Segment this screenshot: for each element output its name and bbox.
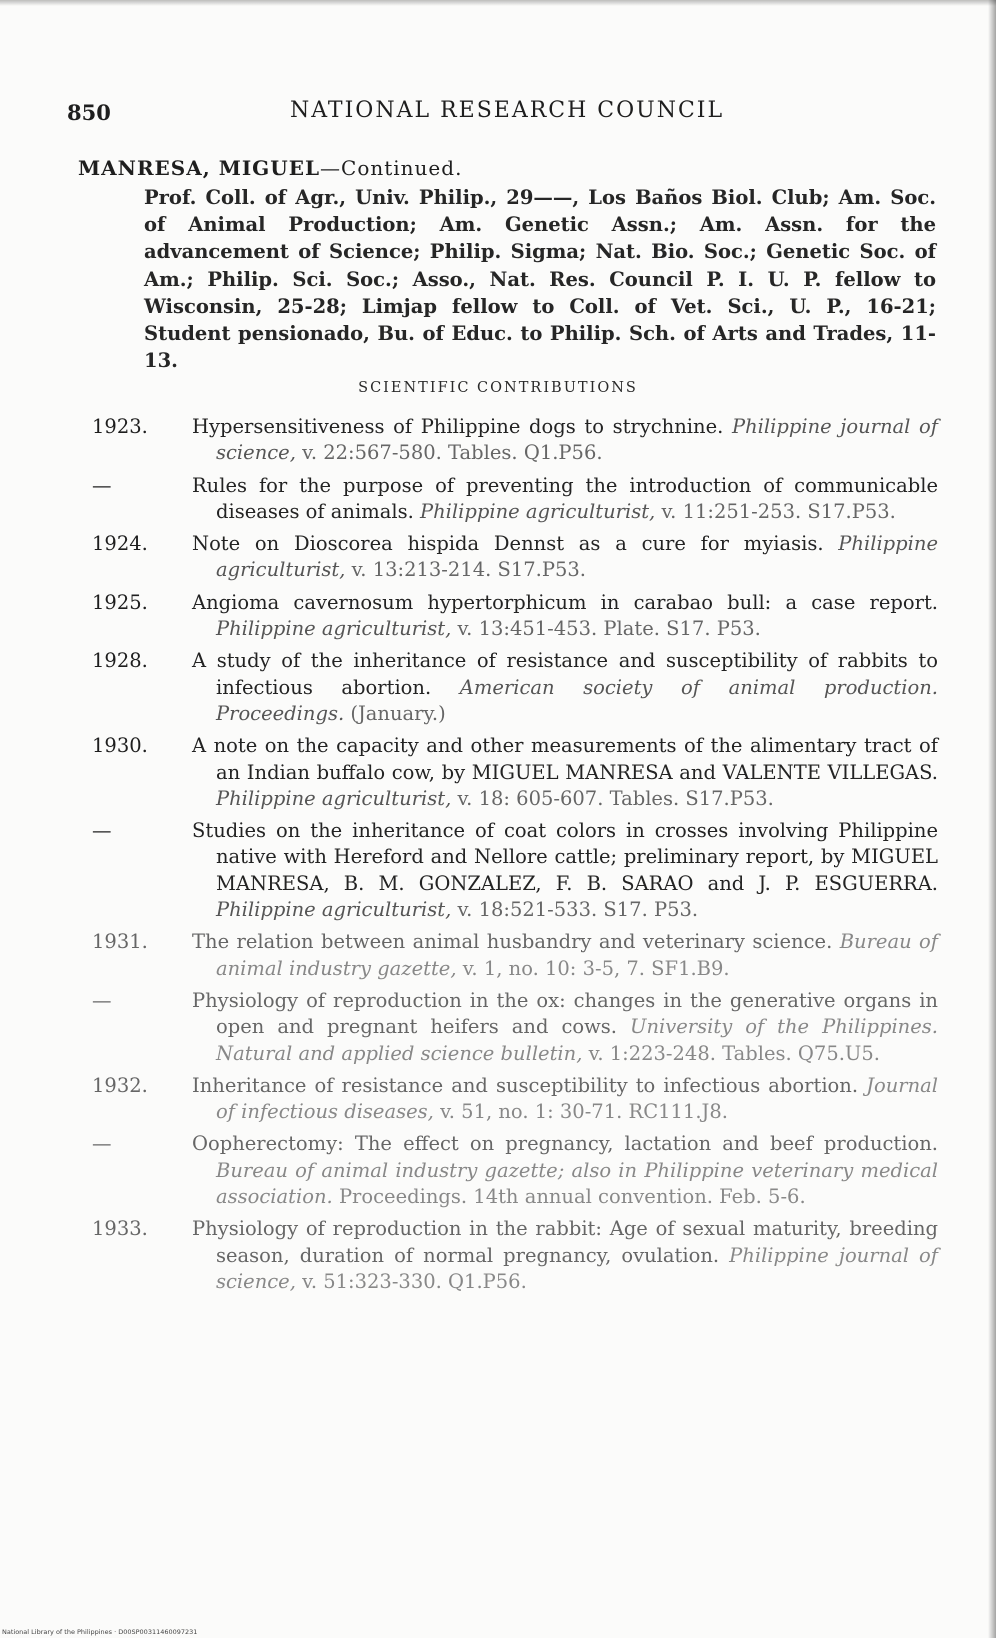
contribution-item <box>92 1131 938 1210</box>
contribution-ref: v. 1, no. 10: 3-5, 7. SF1.B9. <box>462 956 730 980</box>
contribution-journal: Philippine journal of science, <box>216 415 938 465</box>
contribution-year: — <box>92 473 112 497</box>
contribution-year: 1930. <box>92 734 148 758</box>
contribution-year: 1928. <box>92 649 148 673</box>
contribution-journal: American society of animal production. Proceedings. <box>216 675 938 725</box>
contribution-ref: (January.) <box>350 701 446 725</box>
contribution-item <box>92 414 938 467</box>
contribution-item <box>92 590 938 643</box>
contribution-title: A study of the inheritance of resistance and susceptibility of rabbits to infectious abortion. <box>192 649 938 699</box>
contribution-item <box>92 1073 938 1126</box>
contribution-title: Note on Dioscorea hispida Dennst as a cure for myiasis. <box>192 532 824 556</box>
contribution-title: A note on the capacity and other measurements of the alimentary tract of an Indian buffalo cow, by MIGUEL MANRESA and VALENTE VILLEGAS. <box>192 734 938 784</box>
contribution-title: Angioma cavernosum hypertorphicum in carabao bull: a case report. <box>192 590 938 614</box>
contribution-title: Studies on the inheritance of coat colors in crosses involving Philippine native with Hereford and Nellore cattle; preliminary report, by MIGUEL MANRESA, B. M. GONZALEZ, F. B. SARAO and J. P. ESGUERRA. <box>192 819 938 895</box>
contribution-title: Oopherectomy: The effect on pregnancy, lactation and beef production. <box>192 1132 938 1156</box>
contribution-title: The relation between animal husbandry and veterinary science. <box>192 930 833 954</box>
contribution-item <box>92 818 938 923</box>
running-head: NATIONAL RESEARCH COUNCIL <box>290 98 725 123</box>
contribution-item <box>92 648 938 727</box>
contribution-year: 1924. <box>92 532 148 556</box>
contribution-ref: v. 51, no. 1: 30-71. RC111.J8. <box>440 1100 728 1124</box>
contribution-ref: v. 1:223-248. Tables. Q75.U5. <box>588 1041 880 1065</box>
contribution-item <box>92 473 938 526</box>
contribution-journal: University of the Philippines. Natural and applied science bulletin, <box>216 1015 938 1065</box>
contribution-journal: Philippine agriculturist, <box>216 617 452 641</box>
contribution-title: Rules for the purpose of preventing the introduction of communicable diseases of animals. <box>192 473 938 523</box>
contribution-journal: Philippine agriculturist, <box>216 532 938 582</box>
contribution-title: Inheritance of resistance and susceptibility to infectious abortion. <box>192 1073 859 1097</box>
scan-footer: National Library of the Philippines · D00SP00311460097231 <box>2 1628 198 1636</box>
contribution-year: 1931. <box>92 930 148 954</box>
contribution-year: — <box>92 1132 112 1156</box>
contribution-item <box>92 733 938 812</box>
contribution-item <box>92 1216 938 1295</box>
entry-continued: —Continued. <box>320 156 463 180</box>
section-title: SCIENTIFIC CONTRIBUTIONS <box>358 380 638 396</box>
contribution-year: 1933. <box>92 1217 148 1241</box>
contribution-title: Hypersensitiveness of Philippine dogs to strychnine. <box>192 415 724 438</box>
contribution-journal: Philippine agriculturist, <box>216 786 452 810</box>
contribution-ref: v. 18:521-533. S17. P53. <box>457 898 699 922</box>
contribution-title: Physiology of reproduction in the ox: changes in the generative organs in open and pregnant heifers and cows. <box>192 988 938 1039</box>
contribution-journal: Philippine agriculturist, <box>419 499 656 523</box>
scan-edge-shadow <box>988 0 996 1638</box>
contribution-ref: v. 13:451-453. Plate. S17. P53. <box>457 617 761 641</box>
contribution-journal: Bureau of animal industry gazette; also in Philippine veterinary medical association. <box>216 1158 938 1209</box>
contribution-year: — <box>92 819 112 843</box>
contribution-item <box>92 531 938 584</box>
entry-heading <box>78 156 462 180</box>
contribution-year: 1932. <box>92 1073 148 1097</box>
entry-bio: Prof. Coll. of Agr., Univ. Philip., 29——, Los Baños Biol. Club; Am. Soc. of Animal Production; Am. Genetic Assn.; Am. Assn. for the advancement of Science; Philip. Sigma; Nat. Bio. Soc.; Genetic Soc. of Am.; Philip. Sci. Soc.; Asso., Nat. Res. Council P. I. U. P. fellow to Wisconsin, 25-28; Limjap fellow to Coll. of Vet. Sci., U. P., 16-21; Student pensionado, Bu. of Educ. to Philip. Sch. of Arts and Trades, 11-13. <box>144 186 936 373</box>
contribution-ref: v. 18: 605-607. Tables. S17.P53. <box>457 786 774 810</box>
contribution-journal: Philippine agriculturist, <box>216 898 452 922</box>
contribution-ref: Proceedings. 14th annual convention. Feb. 5-6. <box>338 1185 806 1209</box>
contribution-ref: v. 51:323-330. Q1.P56. <box>302 1269 527 1293</box>
contribution-item <box>92 929 938 982</box>
entry-name: MANRESA, MIGUEL <box>78 156 321 180</box>
contribution-journal: Bureau of animal industry gazette, <box>216 930 938 980</box>
contribution-year: 1923. <box>92 415 148 438</box>
page-number: 850 <box>67 100 111 125</box>
contributions-list <box>92 414 938 1301</box>
contribution-ref: v. 13:213-214. S17.P53. <box>351 558 587 582</box>
contribution-journal: Philippine journal of science, <box>216 1243 938 1293</box>
contribution-journal: Journal of infectious diseases, <box>216 1073 938 1124</box>
contribution-ref: v. 22:567-580. Tables. Q1.P56. <box>302 441 603 465</box>
contribution-title: Physiology of reproduction in the rabbit: Age of sexual maturity, breeding season, duration of normal pregnancy, ovulation. <box>192 1217 938 1267</box>
scan-top-shadow <box>0 0 996 6</box>
contribution-year: — <box>92 988 112 1012</box>
contribution-year: 1925. <box>92 590 148 614</box>
contribution-ref: v. 11:251-253. S17.P53. <box>661 499 896 523</box>
contribution-item <box>92 988 938 1067</box>
